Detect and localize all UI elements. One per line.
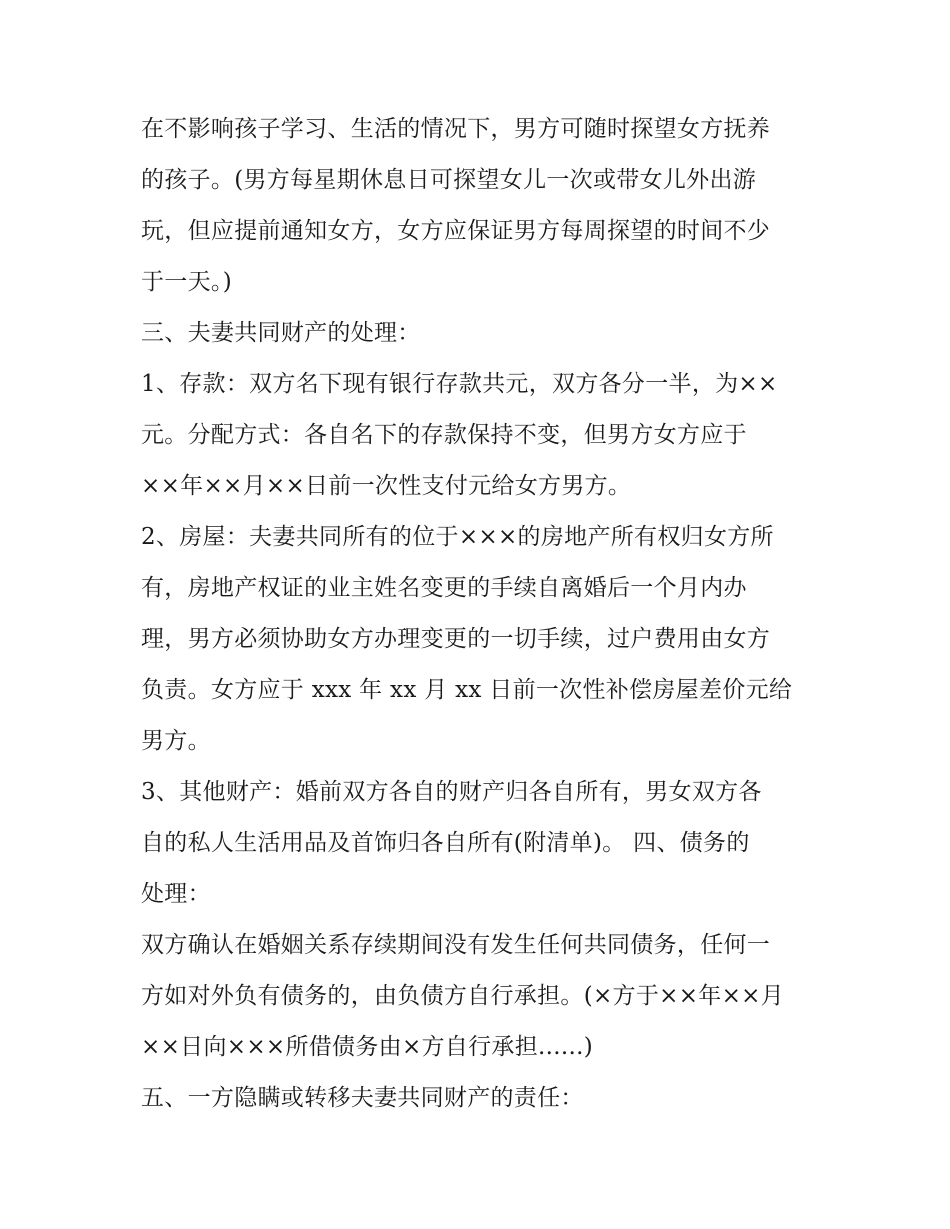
text-line-11: 理，男方必须协助女方办理变更的一切手续，过户费用由女方 xyxy=(141,626,771,652)
text-line-06: 1、存款：双方名下现有银行存款共元，双方各分一半，为×× xyxy=(141,371,778,397)
text-line-16: 处理： xyxy=(141,881,211,907)
section-heading-3: 三、夫妻共同财产的处理： xyxy=(141,320,421,346)
text-line-14: 3、其他财产：婚前双方各自的财产归各自所有，男女双方各 xyxy=(141,779,762,805)
text-line-19: ××日向×××所借债务由×方自行承担......) xyxy=(141,1034,593,1060)
text-line-01: 在不影响孩子学习、生活的情况下，男方可随时探望女方抚养 xyxy=(141,116,771,142)
section-heading-5: 五、一方隐瞒或转移夫妻共同财产的责任： xyxy=(141,1085,584,1111)
text-line-09: 2、房屋：夫妻共同所有的位于×××的房地产所有权归女方所 xyxy=(141,524,774,550)
text-line-12: 负责。女方应于 xxx 年 xx 月 xx 日前一次性补偿房屋差价元给 xyxy=(141,677,793,703)
text-line-10: 有，房地产权证的业主姓名变更的手续自离婚后一个月内办 xyxy=(141,575,747,601)
text-line-07: 元。分配方式：各自名下的存款保持不变，但男方女方应于 xyxy=(141,422,747,448)
text-line-08: ××年××月××日前一次性支付元给女方男方。 xyxy=(141,473,632,499)
text-line-02: 的孩子。(男方每星期休息日可探望女儿一次或带女儿外出游 xyxy=(141,167,757,193)
text-line-15: 自的私人生活用品及首饰归各自所有(附清单)。 四、债务的 xyxy=(141,830,750,856)
document-body xyxy=(141,104,821,1124)
text-line-13: 男方。 xyxy=(141,728,211,754)
text-line-04: 于一天。) xyxy=(141,269,232,295)
text-line-18: 方如对外负有债务的，由负债方自行承担。(×方于××年××月 xyxy=(141,983,785,1009)
text-line-03: 玩，但应提前通知女方，女方应保证男方每周探望的时间不少 xyxy=(141,218,771,244)
text-line-17: 双方确认在婚姻关系存续期间没有发生任何共同债务，任何一 xyxy=(141,932,771,958)
